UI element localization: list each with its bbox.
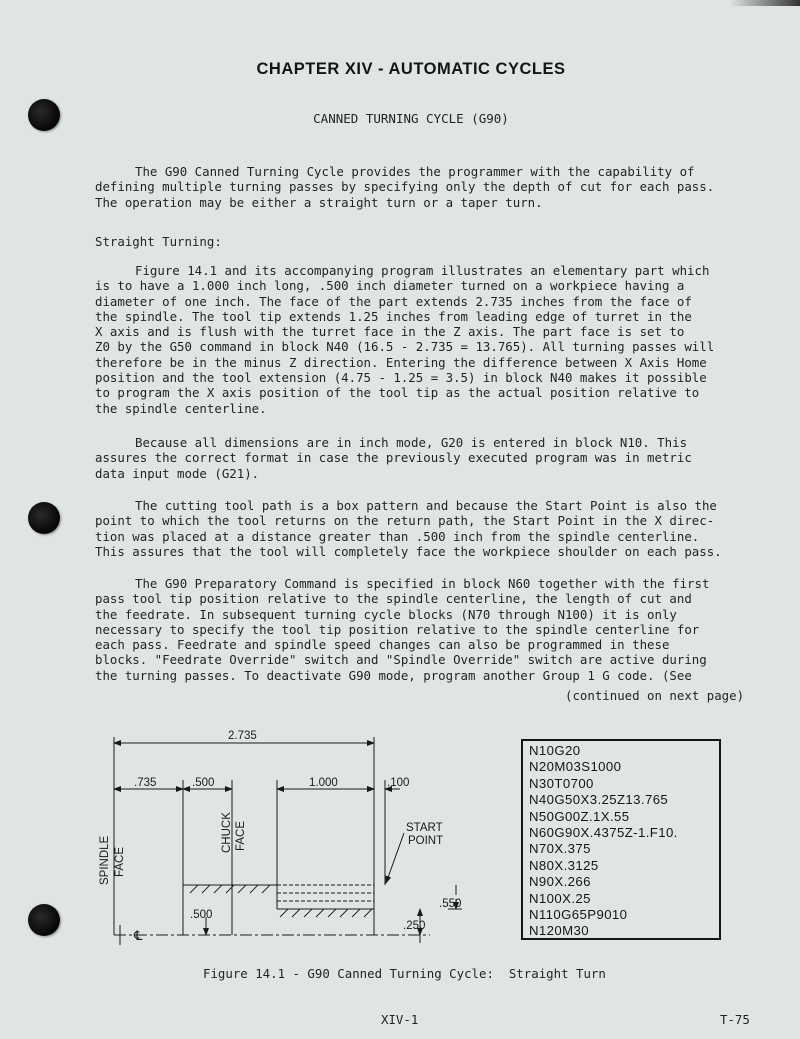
program-line: N50G00Z.1X.55 [529,808,630,824]
continued-note: (continued on next page) [565,688,745,703]
paragraph-4 [95,576,760,683]
straight-turning-heading: Straight Turning: [95,234,222,249]
section-title: CANNED TURNING CYCLE (G90) [313,111,509,126]
p1-line: diameter of one inch. The face of the part extends 2.735 inches from the face of [95,293,692,309]
p4-line: necessary to specify the tool tip position relative to the spindle centerline for [95,621,700,637]
program-line: N10G20 [529,743,581,758]
p3-line: point to which the tool returns on the return path, the Start Point in the X direc- [95,513,715,529]
binder-hole-middle [28,502,60,534]
chuck-face-label: FACE [235,820,247,851]
program-line: N90X.266 [529,874,591,890]
program-listing [521,739,721,940]
dim-label-500-bottom: .500 [190,909,213,921]
dim-label-735: .735 [134,777,157,789]
hatching-lower [280,909,372,917]
program-line: N40G50X3.25Z13.765 [529,792,669,808]
page-code: T-75 [720,1012,750,1027]
p4-line: each pass. Feedrate and spindle speed changes can also be programmed in these [95,637,670,653]
page-edge-mark [730,0,800,6]
p4-line: the feedrate. In subsequent turning cycle blocks (N70 through N100) it is only [95,606,677,622]
p4-line: the turning passes. To deactivate G90 mode, program another Group 1 G code. (See [95,667,692,683]
program-line: N110G65P9010 [529,907,628,923]
p4-line: blocks. "Feedrate Override" switch and "Spindle Override" switch are active during [95,652,707,668]
intro-line: defining multiple turning passes by specifying only the depth of cut for each pass. [95,179,715,195]
dim-label-100: .100 [387,777,410,789]
p1-line: X axis and is flush with the turret face in the Z axis. The part face is set to [95,324,685,340]
p1-line: is to have a 1.000 inch long, .500 inch diameter turned on a workpiece having a [95,278,685,294]
paragraph-3 [95,498,760,559]
page-number: XIV-1 [381,1012,419,1027]
program-line: N30T0700 [529,775,594,791]
program-line: N70X.375 [529,841,591,857]
paragraph-2 [95,435,760,481]
p1-line: the spindle. The tool tip extends 1.25 inches from leading edge of turret in the [95,308,692,324]
p2-line: data input mode (G21). [95,465,260,481]
dim-label-overall: 2.735 [228,730,257,742]
dim-label-550: .550 [439,898,462,910]
p3-line: The cutting tool path is a box pattern and because the Start Point is also the [135,498,717,513]
p4-line: The G90 Preparatory Command is specified in block N60 together with the first [135,576,710,591]
paragraph-1 [95,263,760,416]
intro-paragraph [95,164,760,210]
program-line: N20M03S1000 [529,759,622,775]
intro-line: The G90 Canned Turning Cycle provides the programmer with the capability of [135,164,695,179]
spindle-label: SPINDLE [99,835,111,885]
chapter-title: CHAPTER XIV - AUTOMATIC CYCLES [256,60,566,78]
p4-line: pass tool tip position relative to the spindle centerline, the length of cut and [95,591,692,607]
point-label: POINT [408,835,444,847]
hatching-upper [190,885,270,893]
dim-label-250: .250 [403,920,426,932]
p2-line: assures the correct format in case the previously executed program was in metric [95,450,692,466]
spindle-face-label: FACE [114,846,126,877]
program-line: N80X.3125 [529,857,599,873]
p1-line: position and the tool extension (4.75 - 1.25 = 3.5) in block N40 makes it possible [95,370,707,386]
p3-line: This assures that the tool will completely face the workpiece shoulder on each pass. [95,543,722,559]
intro-line: The operation may be either a straight turn or a taper turn. [95,194,543,210]
straight-turn-diagram [90,725,480,960]
p1-line: to program the X axis position of the tool tip as the actual position relative to [95,385,700,401]
p1-line: Figure 14.1 and its accompanying program illustrates an elementary part which [135,263,710,278]
figure-caption: Figure 14.1 - G90 Canned Turning Cycle: Straight Turn [203,966,606,981]
p1-line: the spindle centerline. [95,400,267,416]
centerline-symbol: ℄ [134,928,143,943]
binder-hole-bottom [28,904,60,936]
program-line: N120M30 [529,923,589,939]
p3-line: tion was placed at a distance greater than .500 inch from the spindle centerline. [95,528,700,544]
program-line: N60G90X.4375Z-1.F10. [529,825,678,841]
chuck-label: CHUCK [221,812,233,853]
p2-line: Because all dimensions are in inch mode, G20 is entered in block N10. This [135,435,688,450]
p1-line: therefore be in the minus Z direction. Entering the difference between X Axis Home [95,354,707,370]
dim-label-1000: 1.000 [309,777,338,789]
start-point-leader [386,833,404,883]
p1-line: Z0 by the G50 command in block N40 (16.5 - 2.735 = 13.765). All turning passes will [95,339,715,355]
start-label: START [406,822,443,834]
program-line: N100X.25 [529,890,591,906]
dim-label-500-top: .500 [192,777,215,789]
